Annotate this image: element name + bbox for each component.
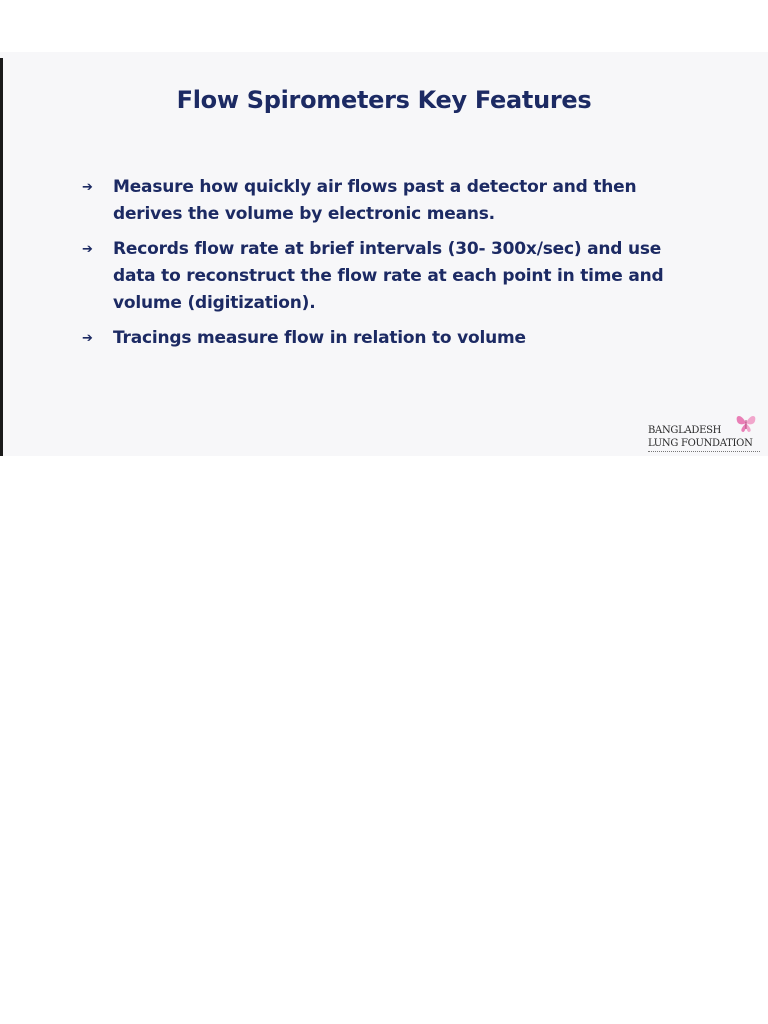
logo-text-line1: BANGLADESH bbox=[648, 425, 722, 436]
logo-text-line2: LUNG FOUNDATION bbox=[648, 438, 753, 449]
slide-left-edge bbox=[0, 58, 3, 456]
slide-top-band bbox=[0, 0, 768, 52]
butterfly-icon bbox=[734, 412, 758, 434]
bullet-item bbox=[82, 325, 682, 352]
bullet-list bbox=[82, 174, 682, 360]
slide-title: Flow Spirometers Key Features bbox=[176, 86, 592, 114]
arrow-bullet-icon: ➔ bbox=[82, 180, 93, 195]
bullet-text: Records flow rate at brief intervals (30- 300x/sec) and use data to reconstruct the flow rate at each point in time and volume (digitization). bbox=[113, 239, 664, 313]
bullet-text: Tracings measure flow in relation to volume bbox=[113, 328, 526, 348]
bullet-text: Measure how quickly air flows past a detector and then derives the volume by electronic means. bbox=[113, 177, 637, 224]
logo-divider bbox=[648, 451, 760, 453]
bullet-item bbox=[82, 236, 682, 317]
slide bbox=[0, 0, 768, 456]
arrow-bullet-icon: ➔ bbox=[82, 242, 93, 257]
bullet-item bbox=[82, 174, 682, 228]
bangladesh-lung-foundation-logo bbox=[644, 410, 768, 456]
arrow-bullet-icon: ➔ bbox=[82, 331, 93, 346]
